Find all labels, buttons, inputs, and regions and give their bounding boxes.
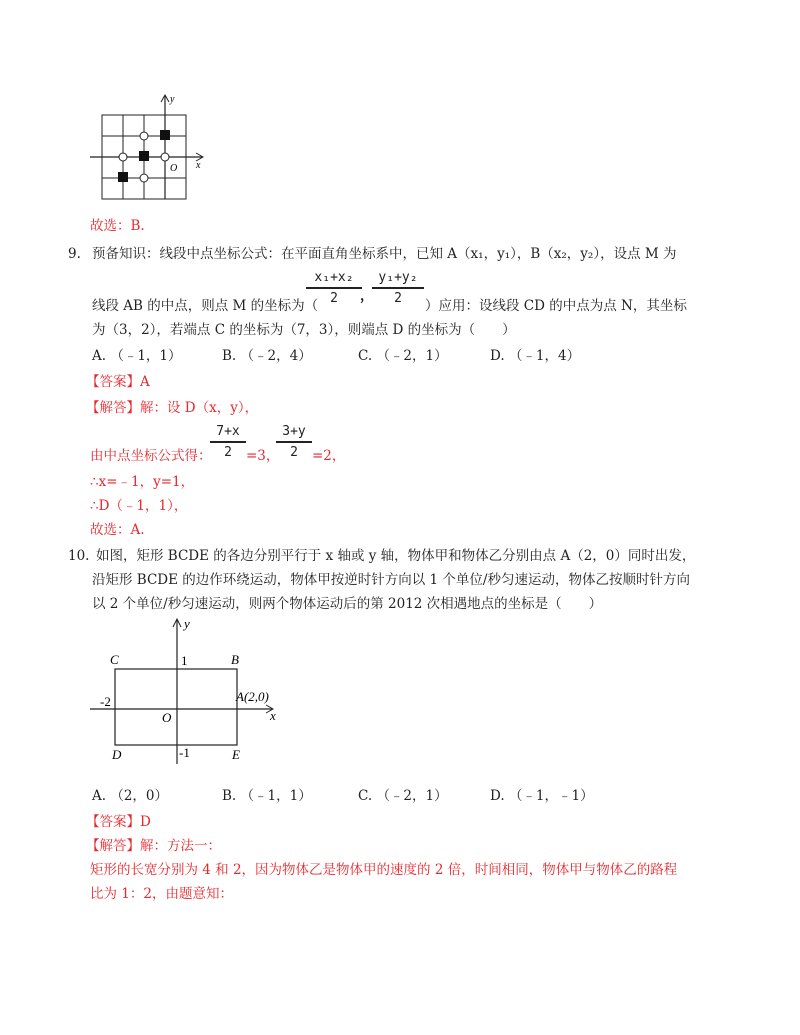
grid-figure bbox=[86, 90, 211, 205]
q9-frac1-den: 2 bbox=[330, 290, 338, 306]
q10-option-a-letter: A. bbox=[92, 788, 107, 804]
q9-final: 故选：A. bbox=[90, 522, 145, 538]
q9-eqfrac1-den: 2 bbox=[224, 444, 232, 460]
fig-y-label: y bbox=[184, 616, 190, 631]
q9-option-d-text: （﹣1，4） bbox=[508, 348, 581, 364]
fig-b-label: B bbox=[231, 652, 239, 667]
hollow-circle-marker bbox=[140, 174, 148, 182]
q10-solution-label: 【解答】解：方法一： bbox=[86, 838, 221, 854]
q9-eq2-rhs: =2， bbox=[312, 448, 346, 464]
q9-option-d-letter: D. bbox=[490, 348, 505, 364]
q9-number: 9. bbox=[68, 246, 81, 262]
q10-option-d-text: （﹣1，﹣1） bbox=[508, 788, 594, 804]
q10-solution-line1: 矩形的长宽分别为 4 和 2，因为物体乙是物体甲的速度的 2 倍，时间相同，物体甲与物体乙的路程 bbox=[90, 862, 678, 878]
q9-option-b-letter: B. bbox=[222, 348, 237, 364]
q10-option-d-letter: D. bbox=[490, 788, 505, 804]
q10-option-a-text: （2，0） bbox=[110, 788, 169, 804]
filled-square-marker bbox=[139, 151, 149, 161]
fig-c-label: C bbox=[110, 652, 119, 667]
q9-option-b-text: （﹣2，4） bbox=[240, 348, 312, 364]
rectangle-figure bbox=[86, 614, 286, 774]
q9-option-c-letter: C. bbox=[358, 348, 373, 364]
q9-frac2-num: y₁+y₂ bbox=[378, 270, 418, 285]
q9-answer: 【答案】A bbox=[86, 374, 150, 390]
q9-step1: ∴x=﹣1，y=1， bbox=[90, 474, 195, 490]
q9-option-c-text: （﹣2，1） bbox=[376, 348, 448, 364]
q9-frac2 bbox=[372, 270, 424, 306]
q9-eqfrac1-num: 7+x bbox=[216, 424, 240, 439]
q9-solution-label: 【解答】解：设 D（x，y）， bbox=[86, 400, 259, 416]
q9-eqfrac2-den: 2 bbox=[290, 444, 298, 460]
q9-option-a[interactable] bbox=[92, 346, 182, 366]
q10-line1: 如图，矩形 BCDE 的各边分别平行于 x 轴或 y 轴，物体甲和物体乙分别由点 A（2，0）同时出发， bbox=[96, 548, 696, 564]
fig-neg2-label: -2 bbox=[100, 694, 111, 709]
fig-neg1-label: -1 bbox=[179, 745, 190, 760]
q10-option-a[interactable] bbox=[92, 786, 168, 806]
fig-d-label: D bbox=[112, 747, 122, 762]
q9-option-c[interactable] bbox=[358, 346, 448, 366]
q9-eqfrac1 bbox=[210, 424, 246, 460]
q9-option-d[interactable] bbox=[490, 346, 580, 366]
filled-square-marker bbox=[160, 130, 170, 140]
fig-x-label: x bbox=[270, 708, 276, 723]
q10-option-c-letter: C. bbox=[358, 788, 373, 804]
hollow-circle-marker bbox=[161, 153, 169, 161]
fig-e-label: E bbox=[232, 747, 240, 762]
fig-o-label: O bbox=[162, 710, 172, 725]
hollow-circle-marker bbox=[119, 153, 127, 161]
q10-option-b[interactable] bbox=[222, 786, 312, 806]
q9-line1: 预备知识：线段中点坐标公式：在平面直角坐标系中，已知 A（x₁，y₁），B（x₂，y₂），设点 M 为 bbox=[92, 246, 677, 262]
grid-origin-label: O bbox=[170, 163, 178, 174]
q10-answer: 【答案】D bbox=[86, 814, 151, 830]
q10-option-b-text: （﹣1，1） bbox=[240, 788, 312, 804]
grid-markers bbox=[118, 130, 170, 182]
filled-square-marker bbox=[118, 172, 128, 182]
q10-line3: 以 2 个单位/秒匀速运动，则两个物体运动后的第 2012 次相遇地点的坐标是（ ） bbox=[92, 596, 603, 612]
q10-solution-line2: 比为 1：2，由题意知： bbox=[90, 886, 233, 902]
q10-number: 10. bbox=[68, 548, 90, 564]
prev-answer: 故选：B. bbox=[90, 218, 145, 234]
q9-frac1-num: x₁+x₂ bbox=[314, 270, 354, 285]
q9-option-b[interactable] bbox=[222, 346, 312, 366]
q9-step2: ∴D（﹣1，1）， bbox=[90, 498, 188, 514]
q9-eqfrac2-num: 3+y bbox=[282, 424, 306, 439]
q10-option-c-text: （﹣2，1） bbox=[376, 788, 448, 804]
q9-line2b: ）应用：设线段 CD 的中点为点 N，其坐标 bbox=[425, 298, 687, 314]
q10-option-d[interactable] bbox=[490, 786, 594, 806]
q10-option-b-letter: B. bbox=[222, 788, 237, 804]
fig-1-label: 1 bbox=[181, 653, 188, 668]
grid-x-label: x bbox=[196, 160, 201, 171]
fig-a-label: A(2,0) bbox=[236, 689, 269, 704]
q10-line2: 沿矩形 BCDE 的边作环绕运动，物体甲按逆时针方向以 1 个单位/秒匀速运动，物体乙按顺时针方向 bbox=[92, 572, 690, 588]
q9-option-a-letter: A. bbox=[92, 348, 107, 364]
q9-eqfrac2 bbox=[276, 424, 312, 460]
q9-line3: 为（3，2），若端点 C 的坐标为（7，3），则端点 D 的坐标为（ ） bbox=[92, 322, 516, 338]
hollow-circle-marker bbox=[140, 132, 148, 140]
rectangle-bcde bbox=[115, 669, 237, 745]
q9-eq1-rhs: =3， bbox=[246, 448, 280, 464]
grid-y-label: y bbox=[170, 94, 175, 105]
q9-line2a: 线段 AB 的中点，则点 M 的坐标为（ bbox=[92, 298, 319, 314]
q9-frac2-den: 2 bbox=[394, 290, 402, 306]
q9-formula-prefix: 由中点坐标公式得： bbox=[90, 448, 212, 464]
q9-comma: ， bbox=[360, 288, 374, 304]
q10-option-c[interactable] bbox=[358, 786, 448, 806]
q9-option-a-text: （﹣1，1） bbox=[110, 348, 182, 364]
